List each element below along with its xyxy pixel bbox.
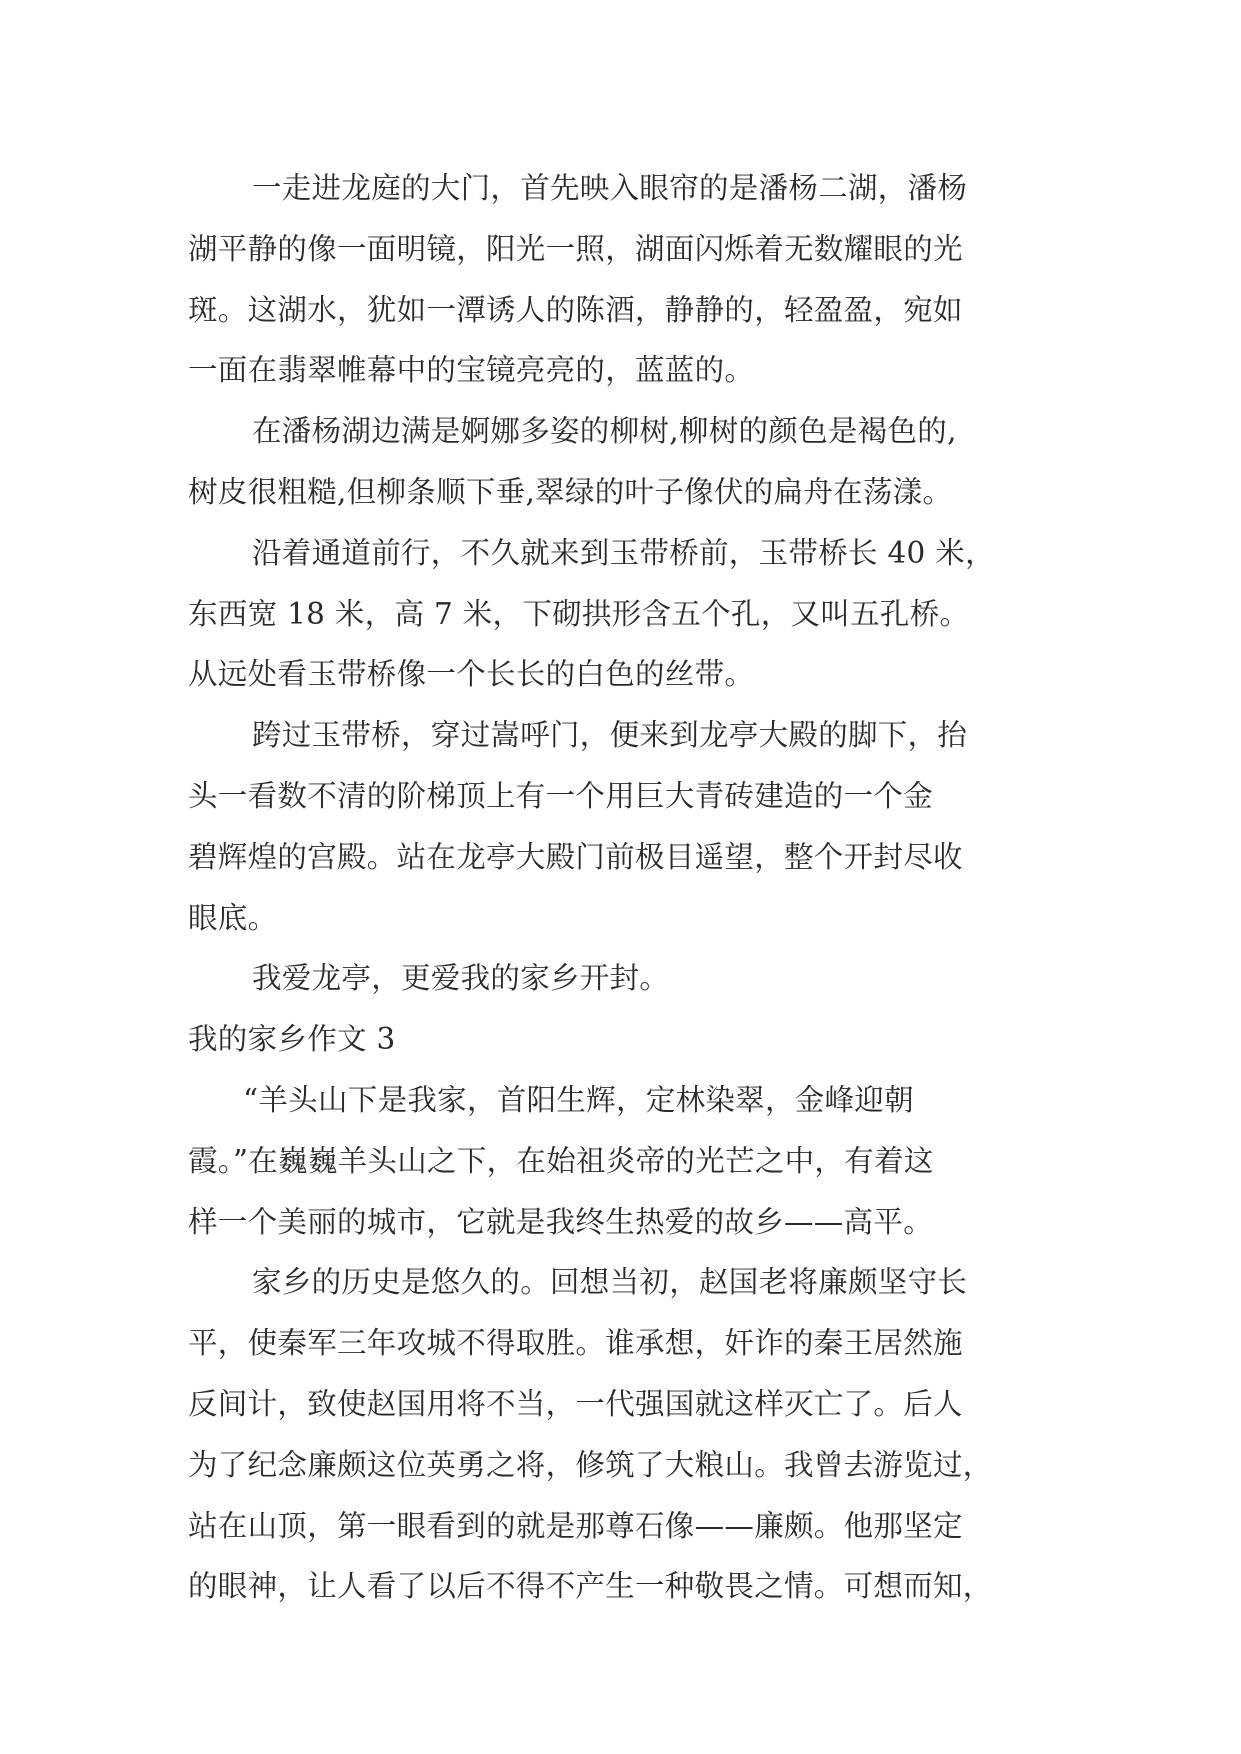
paragraph-line: 在潘杨湖边满是婀娜多姿的柳树,柳树的颜色是褐色的, (252, 414, 957, 449)
paragraph-line: 湖平静的像一面明镜，阳光一照，湖面闪烁着无数耀眼的光 (188, 231, 963, 266)
paragraph-line: 树皮很粗糙,但柳条顺下垂,翠绿的叶子像伏的扁舟在荡漾。 (188, 474, 953, 509)
paragraph-line: 样一个美丽的城市，它就是我终生热爱的故乡——高平。 (188, 1204, 934, 1239)
document-body (188, 158, 1058, 1617)
paragraph-line: 一走进龙庭的大门，首先映入眼帘的是潘杨二湖，潘杨 (252, 171, 968, 205)
paragraph-line: 跨过玉带桥，穿过嵩呼门，便来到龙亭大殿的脚下，抬 (252, 718, 968, 753)
paragraph-line: 家乡的历史是悠久的。回想当初，赵国老将廉颇坚守长 (252, 1265, 968, 1300)
paragraph-line: 眼底。 (188, 900, 278, 935)
paragraph-line: 我爱龙亭，更爱我的家乡开封。 (252, 961, 670, 996)
paragraph-line: 霞。”在巍巍羊头山之下，在始祖炎帝的光芒之中，有着这 (188, 1143, 934, 1178)
paragraph-line: 站在山顶，第一眼看到的就是那尊石像——廉颇。他那坚定 (188, 1508, 963, 1543)
paragraph-line: 从远处看玉带桥像一个长长的白色的丝带。 (188, 657, 755, 692)
paragraph-line: 斑。这湖水，犹如一潭诱人的陈酒，静静的，轻盈盈，宛如 (188, 292, 963, 327)
paragraph-line: 为了纪念廉颇这位英勇之将，修筑了大粮山。我曾去游览过， (188, 1447, 993, 1482)
section-heading: 我的家乡作文 3 (188, 1022, 396, 1057)
paragraph-line: 的眼神，让人看了以后不得不产生一种敬畏之情。可想而知， (188, 1569, 993, 1604)
paragraph-line: 碧辉煌的宫殿。站在龙亭大殿门前极目遥望，整个开封尽收 (188, 839, 963, 874)
paragraph-line: 平，使秦军三年攻城不得取胜。谁承想，奸诈的秦王居然施 (188, 1326, 963, 1361)
paragraph-line: 反间计，致使赵国用将不当，一代强国就这样灭亡了。后人 (188, 1386, 963, 1421)
paragraph-line: 沿着通道前行，不久就来到玉带桥前，玉带桥长 40 米， (252, 535, 995, 570)
paragraph-line: “羊头山下是我家，首阳生辉，定林染翠，金峰迎朝 (243, 1082, 914, 1117)
paragraph-line: 一面在翡翠帷幕中的宝镜亮亮的，蓝蓝的。 (188, 353, 755, 388)
paragraph-line: 头一看数不清的阶梯顶上有一个用巨大青砖建造的一个金 (188, 778, 934, 813)
paragraph-line: 东西宽 18 米，高 7 米，下砌拱形含五个孔，又叫五孔桥。 (188, 596, 970, 631)
